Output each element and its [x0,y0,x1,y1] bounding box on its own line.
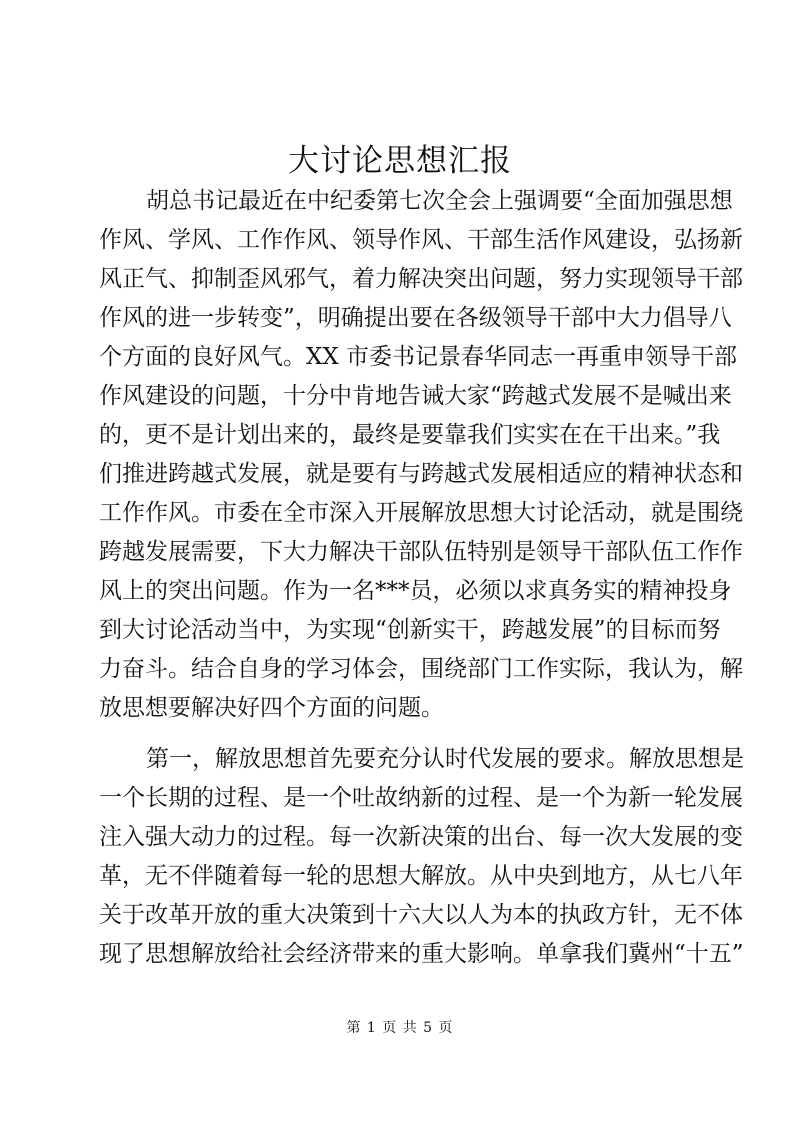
text-line: 到大讨论活动当中，为实现“创新实干，跨越发展”的目标而努 [99,617,721,643]
document-body [99,182,744,974]
text-line: 作风、学风、工作作风、领导作风、干部生活作风建设，弘扬新 [99,227,743,253]
page-footer: 第 1 页 共 5 页 [346,1020,454,1036]
text-line: 胡总书记最近在中纪委第七次全会上强调要“全面加强思想 [146,188,733,214]
text-line: 现了思想解放给社会经济带来的重大影响。单拿我们冀州“十五” [99,941,744,967]
text-line: 风正气、抑制歪风邪气，着力解决突出问题，努力实现领导干部 [99,266,743,292]
text-line: 关于改革开放的重大决策到十六大以人为本的执政方针，无不体 [99,902,743,928]
paragraph-1 [99,182,743,728]
text-line: 风上的突出问题。作为一名***员，必须以求真务实的精神投身 [99,578,732,604]
text-line: 注入强大动力的过程。每一次新决策的出台、每一次大发展的变 [99,824,743,850]
text-line: 们推进跨越式发展，就是要有与跨越式发展相适应的精神状态和 [99,461,743,487]
text-line: 个方面的良好风气。XX 市委书记景春华同志一再重申领导干部 [99,344,738,370]
text-line: 作风建设的问题，十分中肯地告诫大家“跨越式发展不是喊出来 [99,383,732,409]
text-line: 作风的进一步转变”，明确提出要在各级领导干部中大力倡导八 [99,305,732,331]
document-title: 大讨论思想汇报 [288,143,512,179]
text-line: 工作作风。市委在全市深入开展解放思想大讨论活动，就是围绕 [99,500,743,526]
paragraph-2 [99,740,744,974]
text-line: 革，无不伴随着每一轮的思想大解放。从中央到地方，从七八年 [99,863,743,889]
text-line: 放思想要解决好四个方面的问题。 [99,695,444,721]
text-line: 力奋斗。结合自身的学习体会，围绕部门工作实际，我认为，解 [99,656,743,682]
text-line: 一个长期的过程、是一个吐故纳新的过程、是一个为新一轮发展 [99,785,743,811]
text-line: 第一，解放思想首先要充分认时代发展的要求。解放思想是 [146,746,744,772]
text-line: 跨越发展需要，下大力解决干部队伍特别是领导干部队伍工作作 [99,539,743,565]
text-line: 的，更不是计划出来的，最终是要靠我们实实在在干出来。”我 [99,422,721,448]
